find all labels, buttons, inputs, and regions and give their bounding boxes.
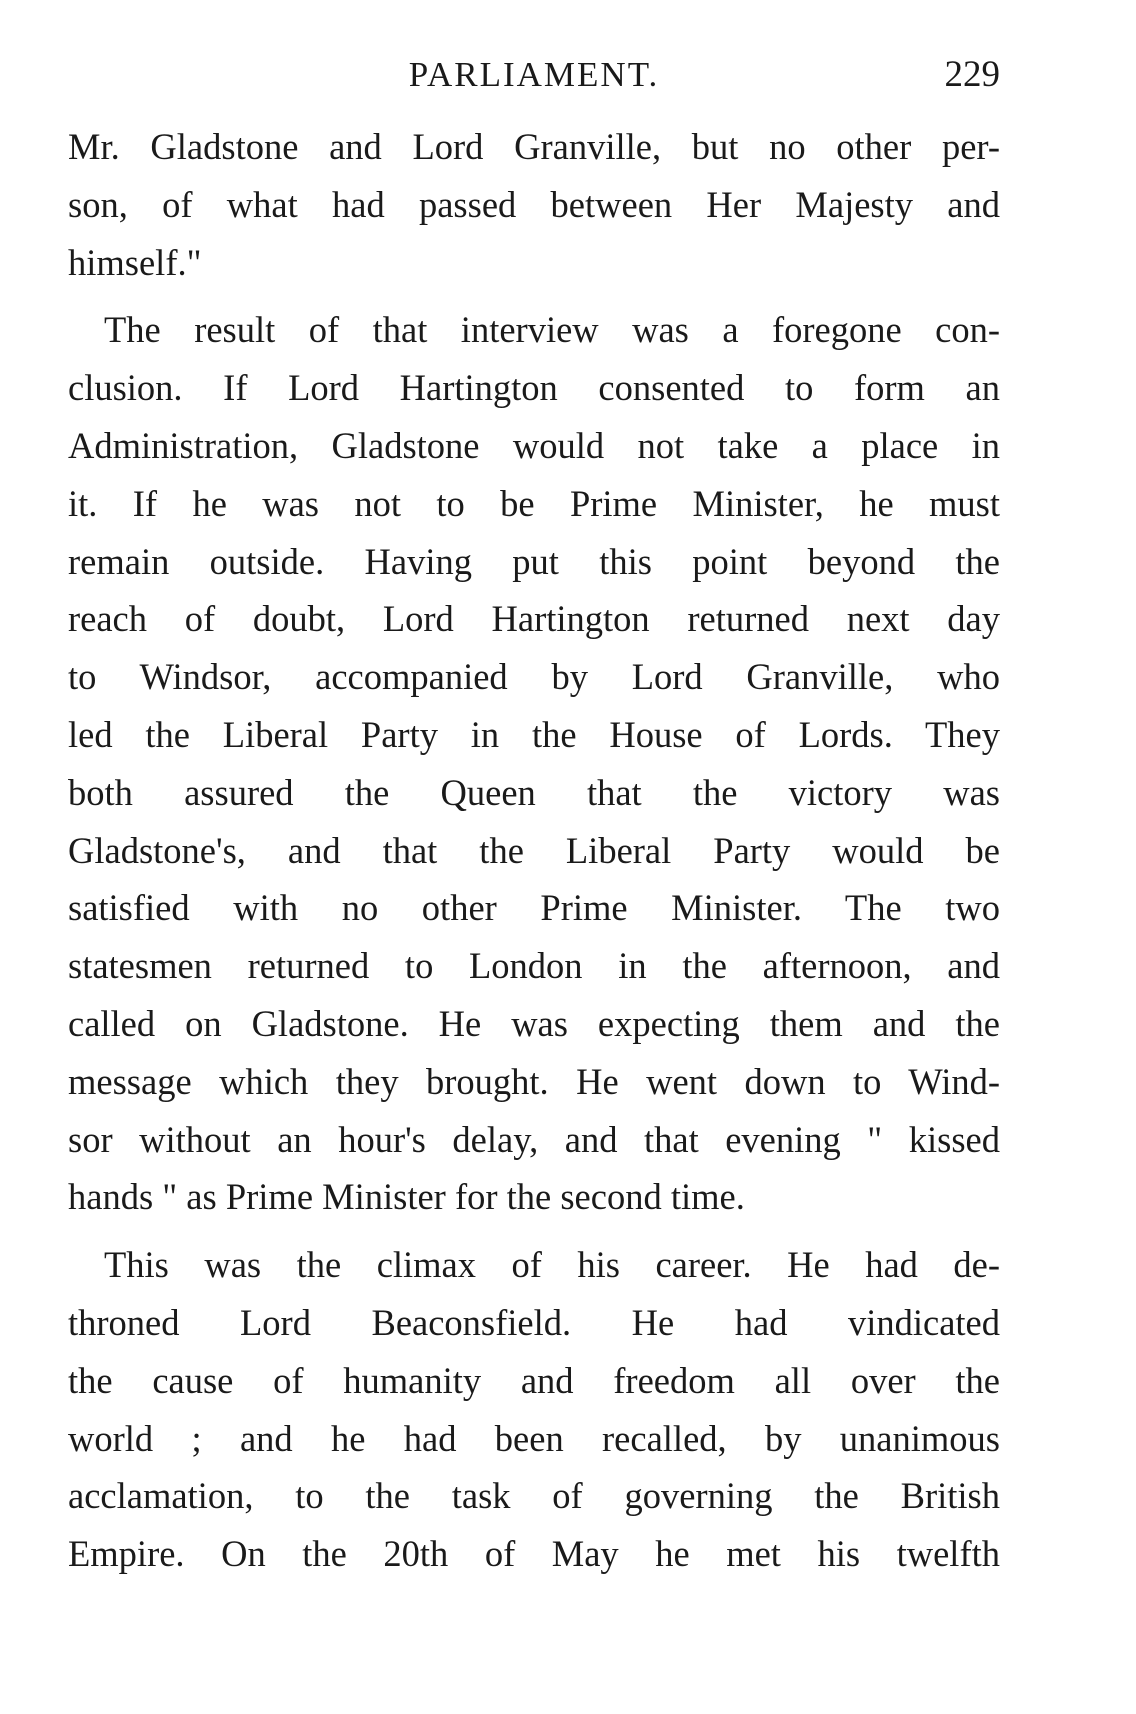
text-line: it. If he was not to be Prime Minister, he must <box>68 482 1000 524</box>
text-line: himself." <box>68 241 202 283</box>
text-line: The result of that interview was a foregone con- <box>104 309 1000 351</box>
text-line: Empire. On the 20th of May he met his twelfth <box>68 1533 1000 1575</box>
text-line: the cause of humanity and freedom all over the <box>68 1359 1000 1401</box>
paragraph-3 <box>68 1236 1000 1583</box>
text-line: called on Gladstone. He was expecting them and the <box>68 1002 1000 1044</box>
text-line: message which they brought. He went down to Wind- <box>68 1060 1000 1102</box>
text-line: hands " as Prime Minister for the second time. <box>68 1176 745 1218</box>
text-line: both assured the Queen that the victory was <box>68 771 1000 813</box>
text-line: sor without an hour's delay, and that evening " kissed <box>68 1118 1000 1160</box>
text-line: world ; and he had been recalled, by unanimous <box>68 1417 1000 1459</box>
text-line: satisfied with no other Prime Minister. The two <box>68 887 1000 929</box>
text-line: Gladstone's, and that the Liberal Party would be <box>68 829 1000 871</box>
text-line: to Windsor, accompanied by Lord Granville, who <box>68 656 1000 698</box>
text-line: clusion. If Lord Hartington consented to form an <box>68 367 1000 409</box>
text-line: throned Lord Beaconsfield. He had vindicated <box>68 1301 1000 1343</box>
text-line: statesmen returned to London in the afternoon, and <box>68 945 1000 987</box>
running-title: PARLIAMENT. <box>408 55 660 94</box>
paragraph-1 <box>68 118 1000 291</box>
paragraph-2 <box>68 301 1000 1226</box>
text-line: Mr. Gladstone and Lord Granville, but no other per- <box>68 126 1000 167</box>
text-line: reach of doubt, Lord Hartington returned next day <box>68 598 1000 640</box>
text-line: remain outside. Having put this point beyond the <box>68 540 1000 582</box>
text-line: led the Liberal Party in the House of Lords. They <box>68 713 1000 755</box>
page-number: 229 <box>944 54 1000 95</box>
text-line: This was the climax of his career. He had de- <box>104 1244 1000 1286</box>
text-line: Administration, Gladstone would not take a place in <box>68 424 1000 466</box>
text-line: acclamation, to the task of governing the British <box>68 1475 1000 1517</box>
body-text <box>68 118 1000 1583</box>
book-page <box>68 0 1000 1714</box>
text-line: son, of what had passed between Her Majesty and <box>68 183 1000 225</box>
page-header <box>68 52 1000 98</box>
